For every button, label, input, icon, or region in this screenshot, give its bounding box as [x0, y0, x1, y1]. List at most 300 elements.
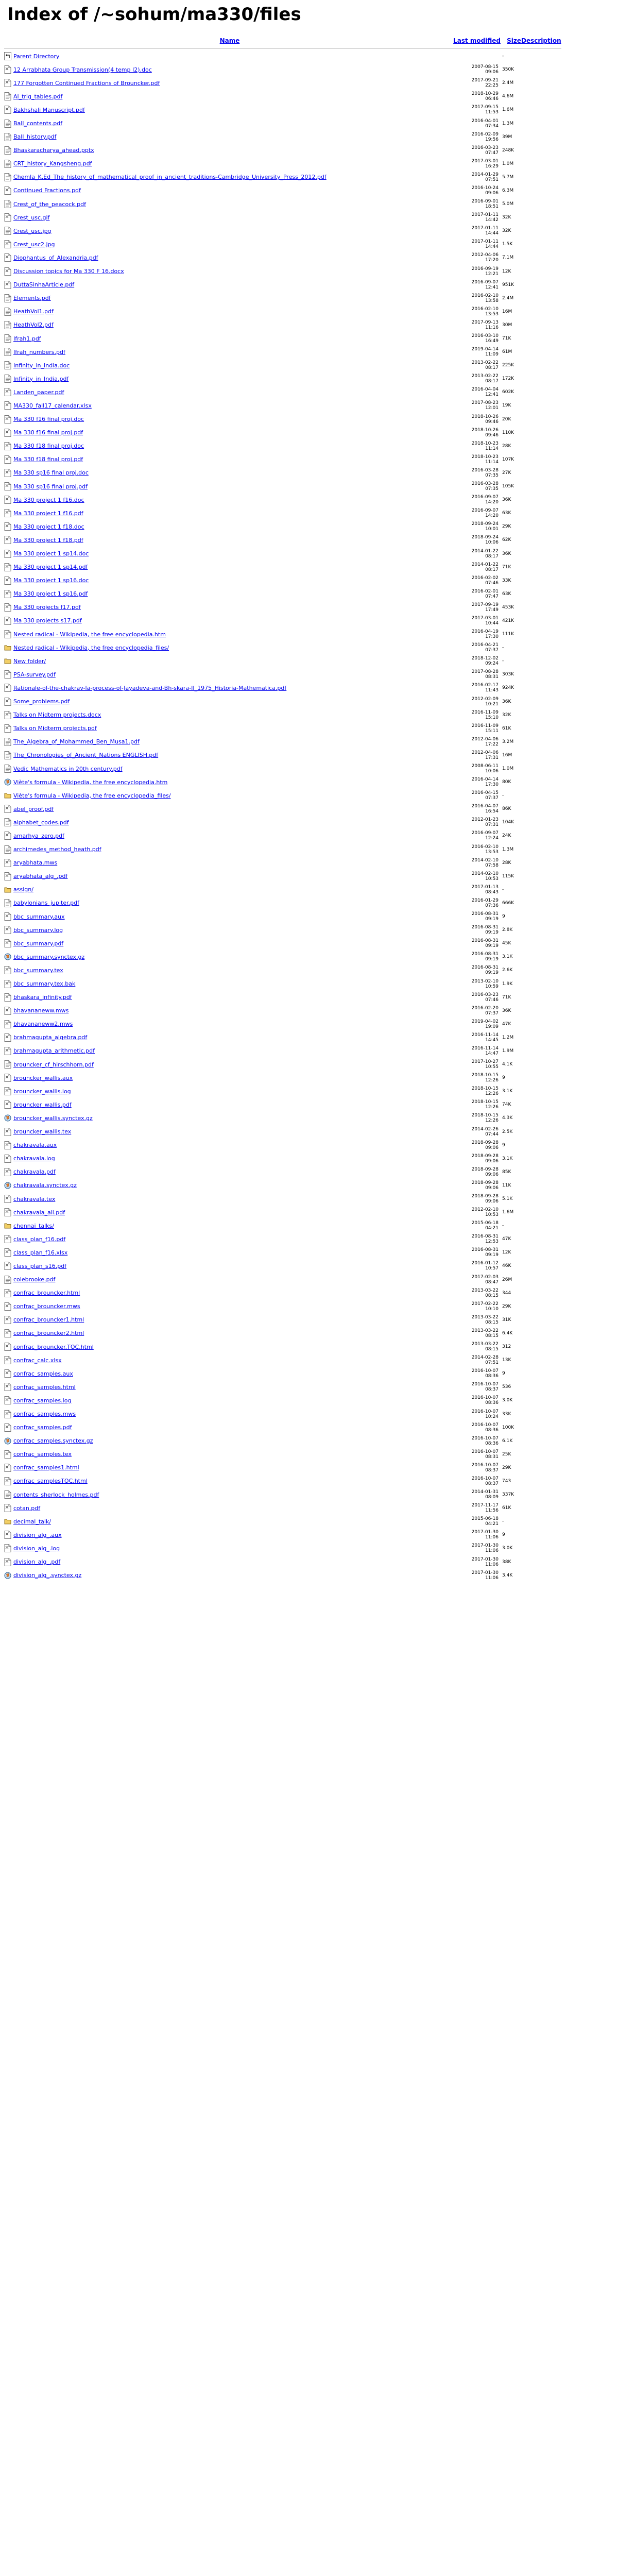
file-link[interactable]: Ma 330 sp16 final proj.doc — [13, 469, 89, 477]
file-link[interactable]: chakravala_all.pdf — [13, 1209, 65, 1216]
file-link[interactable]: 177 Forgotten Continued Fractions of Brouncker.pdf — [13, 79, 160, 87]
last-modified — [446, 1139, 501, 1152]
file-description — [521, 816, 561, 829]
modified-date: 2018-10-23 — [471, 454, 499, 460]
last-modified — [446, 520, 501, 533]
modified-date: 2017-01-13 — [471, 884, 499, 890]
last-modified — [446, 816, 501, 829]
file-link[interactable]: bbc_summary.aux — [13, 913, 65, 920]
last-modified — [446, 1084, 501, 1098]
file-description — [521, 1501, 561, 1515]
file-link[interactable]: bbc_summary.pdf — [13, 940, 64, 947]
modified-time: 08:36 — [485, 1400, 499, 1406]
modified-time: 10:57 — [485, 1266, 499, 1272]
file-link[interactable]: confrac_brouncker.html — [13, 1290, 80, 1297]
file-link[interactable]: confrac_calc.xlsx — [13, 1357, 62, 1364]
file-link[interactable]: Talks on Midterm projects.pdf — [13, 725, 97, 732]
table-row — [4, 614, 561, 628]
modified-date: 2017-01-11 — [471, 239, 499, 245]
file-link[interactable]: 12 Arrabhata Group Transmission(4 temp I2).doc — [13, 66, 152, 73]
file-link[interactable]: Viète's formula - Wikipedia, the free encyclopedia_files/ — [13, 792, 171, 799]
table-row — [4, 238, 561, 251]
file-size: 602K — [502, 389, 514, 395]
last-modified — [446, 130, 501, 144]
modified-time: 07:47 — [485, 594, 499, 599]
modified-date: 2007-08-15 — [471, 64, 499, 70]
file-link[interactable]: division_alg_.aux — [13, 1531, 62, 1538]
file-link[interactable]: The_Algebra_of_Mohammed_Ben_Musa1.pdf — [13, 738, 140, 745]
file-link[interactable]: Ma 330 project 1 f18.doc — [13, 523, 84, 530]
table-row — [4, 749, 561, 762]
folder-icon — [4, 789, 13, 802]
file-link[interactable]: Ma 330 sp16 final proj.pdf — [13, 483, 88, 490]
file-link[interactable]: division_alg_.pdf — [13, 1558, 61, 1566]
file-link[interactable]: Al_trig_tables.pdf — [13, 93, 63, 100]
table-row — [4, 76, 561, 90]
file-size: 20K — [502, 416, 511, 422]
file-icon — [4, 1501, 13, 1515]
file-link[interactable]: Ma 330 project 1 sp16.pdf — [13, 590, 88, 598]
description-column-header[interactable]: Description — [521, 37, 561, 44]
table-row — [4, 708, 561, 722]
modified-time: 11:06 — [485, 1575, 499, 1581]
last-modified — [446, 829, 501, 842]
table-row — [4, 399, 561, 412]
file-description — [521, 923, 561, 937]
file-icon — [4, 453, 13, 466]
last-modified — [446, 654, 501, 668]
file-link[interactable]: Viète's formula - Wikipedia, the free encyclopedia.htm — [13, 778, 168, 786]
modified-time: 09:06 — [485, 70, 499, 75]
modified-time: 10:44 — [485, 620, 499, 626]
file-link[interactable]: Continued Fractions.pdf — [13, 187, 81, 194]
modified-date: 2016-10-07 — [471, 1409, 499, 1414]
file-link[interactable]: Elements.pdf — [13, 295, 51, 302]
table-row — [4, 1488, 561, 1501]
modified-date: 2016-04-14 — [471, 777, 499, 783]
file-link[interactable]: class_plan_f16.pdf — [13, 1235, 66, 1243]
modified-time: 08:17 — [485, 379, 499, 384]
file-size: 45K — [502, 941, 511, 946]
file-description — [521, 1380, 561, 1394]
file-description — [521, 413, 561, 426]
file-link[interactable]: Crest_usc.jpg — [13, 227, 52, 234]
file-link[interactable]: confrac_brouncker.mws — [13, 1303, 80, 1310]
file-link[interactable]: Bhaskaracharya_ahead.pptx — [13, 147, 94, 154]
modified-date: 2016-09-07 — [471, 831, 499, 836]
modified-date: 2016-04-07 — [471, 804, 499, 809]
file-size: 1.6M — [502, 1210, 514, 1215]
file-link[interactable]: division_alg_.synctex.gz — [13, 1572, 82, 1579]
file-link[interactable]: Infinity_in_India.pdf — [13, 375, 69, 382]
file-size: 29K — [502, 1465, 511, 1470]
file-size: 80K — [502, 779, 511, 785]
file-link[interactable]: Ball_contents.pdf — [13, 120, 63, 127]
modified-time: 15:10 — [485, 715, 499, 720]
file-link[interactable]: The_Chronologies_of_Ancient_Nations ENGLISH.pdf — [13, 752, 159, 759]
file-link[interactable]: amarhya_zero.pdf — [13, 832, 64, 839]
file-size: 12K — [502, 1250, 511, 1256]
file-link[interactable]: aryabhata.mws — [13, 859, 58, 867]
file-icon — [4, 251, 13, 264]
file-description — [521, 1488, 561, 1501]
file-icon — [4, 708, 13, 722]
file-size: 29K — [502, 524, 511, 530]
file-description — [521, 641, 561, 654]
file-link[interactable]: confrac_samples.html — [13, 1383, 76, 1391]
file-link[interactable]: bhavananeww2.mws — [13, 1021, 73, 1028]
file-link[interactable]: confrac_brouncker2.html — [13, 1330, 84, 1337]
file-size: 11K — [502, 1182, 511, 1188]
table-row — [4, 1367, 561, 1380]
file-description — [521, 385, 561, 399]
file-link[interactable]: babylonians_jupiter.pdf — [13, 900, 79, 907]
file-link[interactable]: Ma 330 f16 final proj.pdf — [13, 429, 83, 436]
file-link[interactable]: bhavananeww.mws — [13, 1007, 69, 1014]
file-size: 1.5K — [502, 242, 513, 247]
last-modified — [446, 963, 501, 977]
modified-date: 2012-02-10 — [471, 1207, 499, 1213]
file-description — [521, 1515, 561, 1528]
modified-time: 17:30 — [485, 782, 499, 788]
table-row — [4, 1541, 561, 1555]
modified-date: 2016-02-10 — [471, 306, 499, 312]
file-link[interactable]: Parent Directory — [13, 53, 60, 60]
file-icon — [4, 1421, 13, 1434]
table-row — [4, 1569, 561, 1582]
file-icon — [4, 278, 13, 292]
table-row — [4, 1192, 561, 1206]
file-link[interactable]: class_plan_s16.pdf — [13, 1262, 67, 1269]
file-icon — [4, 963, 13, 977]
file-link[interactable]: PSA-survey.pdf — [13, 671, 56, 678]
file-link[interactable]: Diophantus_of_Alexandria.pdf — [13, 254, 98, 261]
file-link[interactable]: brouncker_wallis.tex — [13, 1128, 72, 1136]
modified-date: 2016-09-07 — [471, 495, 499, 500]
file-link[interactable]: chakravala.aux — [13, 1142, 57, 1149]
file-link[interactable]: colebrooke.pdf — [13, 1276, 56, 1283]
table-row — [4, 1528, 561, 1541]
file-icon — [4, 1300, 13, 1313]
file-link[interactable]: bbc_summary.log — [13, 926, 63, 934]
file-link[interactable]: Crest_usc2.jpg — [13, 241, 55, 248]
modified-date: 2013-03-22 — [471, 1328, 499, 1333]
file-size: 13K — [502, 1358, 511, 1363]
file-description — [521, 1340, 561, 1353]
modified-date: 2017-11-17 — [471, 1503, 499, 1509]
last-modified — [446, 762, 501, 775]
file-link[interactable]: Ma 330 project 1 f16.doc — [13, 496, 84, 503]
last-modified — [446, 292, 501, 305]
file-link[interactable]: Talks on Midterm projects.docx — [13, 711, 101, 719]
file-link[interactable]: HeathVol2.pdf — [13, 321, 54, 329]
file-link[interactable]: chakravala.pdf — [13, 1168, 56, 1176]
file-link[interactable]: Vedic Mathematics in 20th century.pdf — [13, 765, 123, 772]
file-link[interactable]: Discussion topics for Ma 330 F 16.docx — [13, 268, 124, 275]
file-description — [521, 601, 561, 614]
file-description — [521, 1018, 561, 1031]
file-link[interactable]: chakravala.synctex.gz — [13, 1182, 77, 1189]
file-link[interactable]: alphabet_codes.pdf — [13, 819, 69, 826]
modified-date: 2013-02-10 — [471, 978, 499, 984]
file-link[interactable]: class_plan_f16.xlsx — [13, 1249, 68, 1256]
last-modified — [446, 1206, 501, 1219]
last-modified — [446, 345, 501, 359]
table-row — [4, 453, 561, 466]
file-link[interactable]: Infinity_in_India.doc — [13, 362, 70, 369]
modified-time: 10:24 — [485, 1414, 499, 1419]
modified-time: 14:44 — [485, 231, 499, 236]
file-description — [521, 1407, 561, 1420]
file-size: 39M — [502, 134, 512, 140]
table-row — [4, 171, 561, 184]
file-link[interactable]: brouncker_wallis.aux — [13, 1074, 73, 1081]
file-link[interactable]: bbc_summary.tex.bak — [13, 980, 76, 988]
modified-date: 2014-01-29 — [471, 172, 499, 177]
file-link[interactable]: Nested radical - Wikipedia, the free encyclopedia_files/ — [13, 644, 169, 651]
file-size: 9 — [502, 1371, 505, 1377]
file-link[interactable]: confrac_samplesTOC.html — [13, 1478, 88, 1485]
file-icon — [4, 896, 13, 910]
file-icon — [4, 1541, 13, 1555]
file-link[interactable]: division_alg_.log — [13, 1545, 60, 1552]
file-size: 27K — [502, 470, 511, 476]
file-link[interactable]: Ma 330 project 1 f16.pdf — [13, 510, 83, 517]
folder-icon — [4, 654, 13, 668]
file-description — [521, 1569, 561, 1582]
file-link[interactable]: Ma 330 project 1 sp14.doc — [13, 550, 89, 557]
file-description — [521, 1246, 561, 1259]
file-link[interactable]: brahmagupta_arithmetic.pdf — [13, 1047, 95, 1055]
file-size: 421K — [502, 618, 514, 623]
table-row — [4, 1300, 561, 1313]
table-row — [4, 896, 561, 910]
file-description — [521, 896, 561, 910]
file-link[interactable]: Chemla_K.Ed_The_history_of_mathematical_proof_in_ancient_traditions-Cambridge_University_Press_2012.pdf — [13, 174, 327, 181]
file-link[interactable]: CRT_history_Kangsheng.pdf — [13, 160, 92, 167]
modified-date: 2018-09-28 — [471, 1180, 499, 1185]
last-modified — [446, 547, 501, 560]
table-row — [4, 561, 561, 574]
modified-date: 2016-08-31 — [471, 938, 499, 944]
last-modified — [446, 1259, 501, 1273]
file-link[interactable]: chakravala.log — [13, 1155, 55, 1162]
table-row — [4, 1071, 561, 1084]
last-modified — [446, 681, 501, 694]
file-link[interactable]: New folder/ — [13, 657, 46, 665]
modified-time: 09:19 — [485, 957, 499, 962]
file-link[interactable]: Ma 330 f16 final proj.doc — [13, 416, 84, 423]
modified-time: 14:20 — [485, 513, 499, 519]
table-row — [4, 802, 561, 816]
file-link[interactable]: brouncker_wallis.log — [13, 1088, 71, 1095]
table-row — [4, 278, 561, 292]
file-description — [521, 829, 561, 842]
file-description — [521, 157, 561, 171]
modified-date: 2016-09-07 — [471, 508, 499, 514]
table-row — [4, 762, 561, 775]
last-modified — [446, 883, 501, 896]
file-link[interactable]: confrac_samples.pdf — [13, 1424, 72, 1431]
last-modified — [446, 1475, 501, 1488]
file-link[interactable]: MA330_fall17_calendar.xlsx — [13, 402, 92, 409]
modified-date: 2014-01-31 — [471, 1489, 499, 1495]
modified-time: 17:30 — [485, 634, 499, 640]
modified-date: 2008-06-11 — [471, 764, 499, 769]
name-column-header[interactable]: Name — [219, 37, 240, 44]
file-link[interactable]: bhaskara_infinity.pdf — [13, 994, 72, 1001]
file-size: 312 — [502, 1344, 511, 1350]
last-modified — [446, 896, 501, 910]
file-link[interactable]: Ma 330 project 1 f18.pdf — [13, 536, 83, 544]
table-row — [4, 318, 561, 332]
file-link[interactable]: Ma 330 projects f17.pdf — [13, 604, 81, 611]
table-row — [4, 1152, 561, 1165]
table-row — [4, 157, 561, 171]
file-link[interactable]: chennai_talks/ — [13, 1222, 54, 1229]
file-link[interactable]: brouncker_cf_hirschhorn.pdf — [13, 1061, 94, 1068]
modified-time: 18:51 — [485, 204, 499, 210]
table-row — [4, 1394, 561, 1407]
file-link[interactable]: Ma 330 project 1 sp16.doc — [13, 577, 89, 584]
file-size: 25K — [502, 1451, 511, 1457]
file-icon — [4, 1488, 13, 1501]
modified-date: 2016-04-15 — [471, 790, 499, 796]
file-link[interactable]: contents_sherlock_holmes.pdf — [13, 1491, 99, 1498]
last-modified — [446, 426, 501, 439]
file-link[interactable]: Landen_paper.pdf — [13, 388, 64, 396]
file-link[interactable]: Bakhshali Manuscript.pdf — [13, 106, 85, 113]
file-link[interactable]: abel_proof.pdf — [13, 805, 54, 812]
file-link[interactable]: Nested radical - Wikipedia, the free encyclopedia.htm — [13, 631, 166, 638]
file-link[interactable]: Ma 330 projects s17.pdf — [13, 617, 82, 624]
file-icon — [4, 90, 13, 103]
modified-column-header[interactable]: Last modified — [453, 37, 501, 44]
table-row — [4, 1098, 561, 1111]
last-modified — [446, 144, 501, 157]
file-link[interactable]: decimal_talk/ — [13, 1518, 52, 1525]
file-description — [521, 668, 561, 681]
file-size: 1.9M — [502, 1048, 514, 1054]
file-link[interactable]: chakravala.tex — [13, 1195, 56, 1202]
modified-date: 2017-09-15 — [471, 105, 499, 110]
file-link[interactable]: confrac_samples.mws — [13, 1411, 76, 1418]
modified-time: 08:36 — [485, 1374, 499, 1379]
modified-time: 06:46 — [485, 96, 499, 102]
file-link[interactable]: DuttaSinhaArticle.pdf — [13, 281, 75, 289]
file-icon — [4, 332, 13, 345]
modified-date: 2013-03-22 — [471, 1314, 499, 1320]
table-row — [4, 977, 561, 990]
last-modified — [446, 937, 501, 950]
file-icon — [4, 1058, 13, 1071]
file-description — [521, 1528, 561, 1541]
file-link[interactable]: aryabhata_alg_.pdf — [13, 873, 68, 880]
file-link[interactable]: confrac_samples1.html — [13, 1464, 79, 1471]
modified-date: 2018-10-15 — [471, 1073, 499, 1078]
file-description — [521, 251, 561, 264]
table-row — [4, 1434, 561, 1448]
file-icon — [4, 843, 13, 856]
modified-time: 09:46 — [485, 432, 499, 438]
file-icon — [4, 1018, 13, 1031]
table-row — [4, 1340, 561, 1353]
file-icon — [4, 1340, 13, 1353]
file-link[interactable]: confrac_samples.aux — [13, 1370, 73, 1377]
size-column-header[interactable]: Size — [507, 37, 521, 44]
modified-date: 2018-10-15 — [471, 1099, 499, 1105]
modified-time: 17:49 — [485, 607, 499, 613]
table-row — [4, 1461, 561, 1475]
file-link[interactable]: confrac_brouncker.TOC.html — [13, 1343, 94, 1350]
file-link[interactable]: brouncker_wallis.synctex.gz — [13, 1114, 93, 1122]
table-row — [4, 506, 561, 520]
modified-time: 04:21 — [485, 1226, 499, 1231]
file-description — [521, 1434, 561, 1448]
last-modified — [446, 1340, 501, 1353]
file-link[interactable]: bbc_summary.tex — [13, 967, 63, 974]
file-link[interactable]: Ma 330 f18 final proj.doc — [13, 443, 84, 450]
file-link[interactable]: Ball_history.pdf — [13, 133, 57, 141]
file-link[interactable]: assign/ — [13, 886, 33, 893]
file-size: 3.1K — [502, 1156, 513, 1161]
file-link[interactable]: Crest_of_the_peacock.pdf — [13, 200, 86, 208]
last-modified — [446, 1394, 501, 1407]
last-modified — [446, 318, 501, 332]
last-modified — [446, 49, 501, 63]
table-row — [4, 1421, 561, 1434]
modified-time: 12:26 — [485, 1118, 499, 1124]
file-link[interactable]: Ifrah_numbers.pdf — [13, 348, 65, 355]
file-link[interactable]: Rationale-of-the-chakrav-la-process-of-Jayadeva-and-Bh-skara-II_1975_Historia-Mathematica.pdf — [13, 684, 287, 691]
file-link[interactable]: brouncker_wallis.pdf — [13, 1101, 72, 1108]
file-description — [521, 708, 561, 722]
file-icon — [4, 157, 13, 171]
file-link[interactable]: confrac_samples.tex — [13, 1451, 72, 1458]
file-link[interactable]: cotan.pdf — [13, 1504, 41, 1512]
modified-time: 07:46 — [485, 997, 499, 1003]
file-description — [521, 937, 561, 950]
file-description — [521, 722, 561, 735]
file-link[interactable]: archimedes_method_heath.pdf — [13, 846, 101, 853]
file-link[interactable]: brahmagupta_algebra.pdf — [13, 1034, 88, 1041]
modified-date: 2018-10-29 — [471, 91, 499, 97]
file-link[interactable]: HeathVol1.pdf — [13, 308, 54, 315]
file-description — [521, 318, 561, 332]
modified-date: 2016-08-31 — [471, 952, 499, 957]
file-link[interactable]: bbc_summary.synctex.gz — [13, 953, 85, 960]
modified-time: 12:41 — [485, 284, 499, 290]
last-modified — [446, 574, 501, 587]
file-link[interactable]: Ma 330 f18 final proj.pdf — [13, 456, 83, 463]
file-link[interactable]: Ma 330 project 1 sp14.pdf — [13, 564, 88, 571]
file-description — [521, 735, 561, 749]
world-icon — [4, 950, 13, 963]
modified-date: 2016-01-29 — [471, 897, 499, 903]
modified-time: 11:06 — [485, 1562, 499, 1567]
file-link[interactable]: Ifrah1.pdf — [13, 335, 41, 342]
file-description — [521, 332, 561, 345]
modified-time: 11:14 — [485, 459, 499, 465]
last-modified — [446, 1246, 501, 1259]
file-link[interactable]: confrac_samples.log — [13, 1397, 72, 1404]
file-link[interactable]: confrac_brouncker1.html — [13, 1316, 84, 1324]
file-link[interactable]: confrac_samples.synctex.gz — [13, 1437, 93, 1445]
file-icon — [4, 695, 13, 708]
file-link[interactable]: Crest_usc.gif — [13, 214, 50, 221]
world-icon — [4, 1179, 13, 1192]
file-link[interactable]: Some_problems.pdf — [13, 698, 70, 705]
